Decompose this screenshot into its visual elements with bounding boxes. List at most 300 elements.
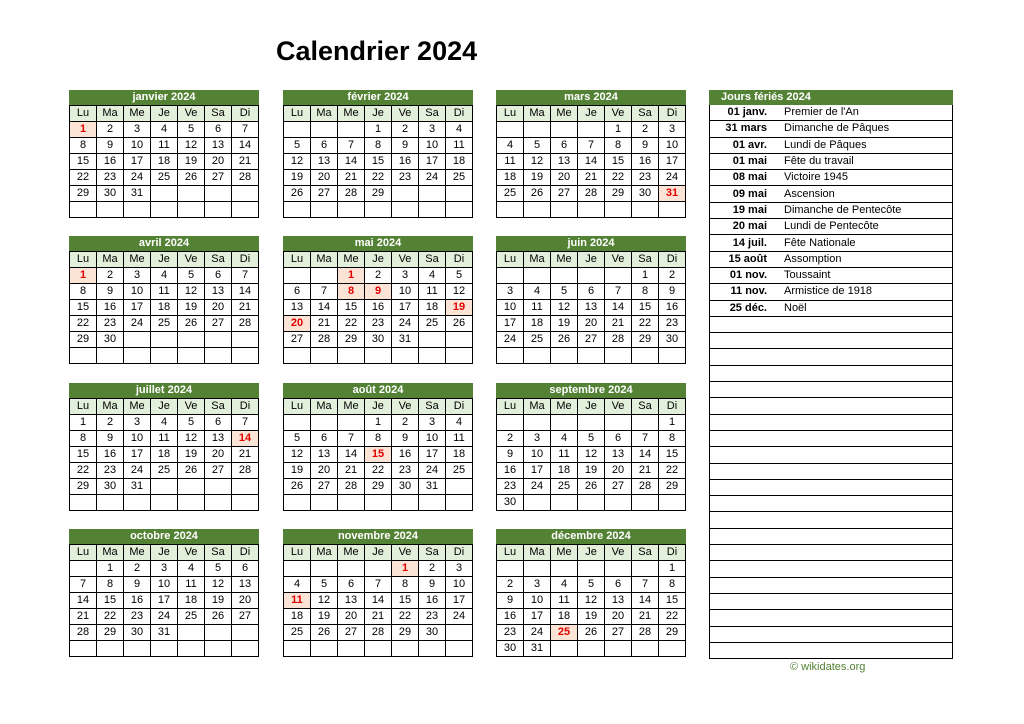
- weekday-header: Di: [232, 252, 259, 268]
- day-cell: 20: [605, 463, 632, 479]
- empty-cell: [338, 415, 365, 431]
- day-cell: 18: [151, 154, 178, 170]
- weekday-header: Me: [338, 545, 365, 561]
- day-cell: 30: [659, 332, 686, 348]
- empty-cell: [605, 495, 632, 511]
- holiday-name: [782, 316, 953, 332]
- weekday-header: Lu: [497, 399, 524, 415]
- month-calendar: [283, 529, 473, 657]
- day-cell: 5: [284, 138, 311, 154]
- day-cell: 19: [578, 463, 605, 479]
- day-cell: 8: [632, 284, 659, 300]
- day-cell: 9: [97, 138, 124, 154]
- empty-cell: [578, 415, 605, 431]
- day-cell: 3: [524, 431, 551, 447]
- day-cell: 2: [659, 268, 686, 284]
- empty-cell: [551, 561, 578, 577]
- holiday-row: [710, 153, 953, 169]
- empty-cell: [311, 122, 338, 138]
- day-cell: 29: [70, 332, 97, 348]
- day-cell: 22: [365, 170, 392, 186]
- day-cell: 14: [632, 447, 659, 463]
- weekday-header: Sa: [632, 545, 659, 561]
- empty-cell: [205, 641, 232, 657]
- empty-cell: [524, 348, 551, 364]
- day-cell: 12: [311, 593, 338, 609]
- day-cell: 12: [205, 577, 232, 593]
- holiday-date: [710, 545, 783, 561]
- day-cell: 21: [338, 463, 365, 479]
- day-cell: 14: [338, 154, 365, 170]
- day-cell: 24: [124, 463, 151, 479]
- day-cell: 16: [97, 300, 124, 316]
- weekday-header: Ve: [392, 545, 419, 561]
- day-cell: 26: [178, 170, 205, 186]
- day-cell: 27: [338, 625, 365, 641]
- day-cell: 21: [311, 316, 338, 332]
- empty-cell: [365, 641, 392, 657]
- day-cell: 15: [70, 447, 97, 463]
- weekday-header: Me: [551, 545, 578, 561]
- day-cell: 4: [151, 415, 178, 431]
- day-cell: 3: [124, 268, 151, 284]
- day-cell: 7: [578, 138, 605, 154]
- day-cell: 10: [124, 284, 151, 300]
- weekday-header: Di: [232, 106, 259, 122]
- day-cell: 22: [392, 609, 419, 625]
- day-cell: 17: [419, 447, 446, 463]
- empty-cell: [632, 415, 659, 431]
- day-cell: 4: [446, 415, 473, 431]
- day-cell: 15: [338, 300, 365, 316]
- day-cell: 13: [284, 300, 311, 316]
- day-cell: 3: [497, 284, 524, 300]
- day-cell: 28: [365, 625, 392, 641]
- day-cell: 12: [284, 154, 311, 170]
- empty-cell: [446, 202, 473, 218]
- weekday-header: Ve: [605, 252, 632, 268]
- empty-cell: [311, 202, 338, 218]
- day-cell: 25: [446, 463, 473, 479]
- day-cell: 6: [232, 561, 259, 577]
- day-cell: 23: [659, 316, 686, 332]
- holiday-name: [782, 479, 953, 495]
- holidays-table: [709, 105, 953, 659]
- holiday-name: Premier de l'An: [782, 105, 953, 121]
- day-cell: 30: [97, 479, 124, 495]
- day-cell: 7: [365, 577, 392, 593]
- empty-cell: [578, 641, 605, 657]
- day-cell: 5: [524, 138, 551, 154]
- empty-cell: [284, 561, 311, 577]
- holiday-row: [710, 365, 953, 381]
- month-calendar: [69, 90, 259, 218]
- holiday-name: [782, 382, 953, 398]
- day-cell: 9: [97, 284, 124, 300]
- empty-cell: [338, 202, 365, 218]
- day-cell: 19: [178, 154, 205, 170]
- day-cell: 9: [124, 577, 151, 593]
- day-cell: 30: [97, 186, 124, 202]
- holiday-date: 11 nov.: [710, 284, 783, 300]
- day-cell: 30: [392, 479, 419, 495]
- day-cell: 16: [497, 609, 524, 625]
- weekday-header: Je: [578, 399, 605, 415]
- day-cell: 6: [578, 284, 605, 300]
- holiday-date: [710, 333, 783, 349]
- empty-cell: [97, 495, 124, 511]
- empty-cell: [70, 641, 97, 657]
- day-cell: 29: [97, 625, 124, 641]
- empty-cell: [284, 122, 311, 138]
- holiday-row: [710, 593, 953, 609]
- holiday-date: 01 nov.: [710, 267, 783, 283]
- day-cell: 27: [311, 479, 338, 495]
- day-cell: 8: [97, 577, 124, 593]
- weekday-header: Sa: [632, 252, 659, 268]
- day-cell: 26: [578, 479, 605, 495]
- empty-cell: [419, 332, 446, 348]
- empty-cell: [311, 268, 338, 284]
- day-cell: 22: [97, 609, 124, 625]
- day-cell: 17: [392, 300, 419, 316]
- day-cell: 7: [311, 284, 338, 300]
- day-cell: 11: [419, 284, 446, 300]
- day-cell: 16: [365, 300, 392, 316]
- holiday-date: [710, 430, 783, 446]
- day-cell: 9: [97, 431, 124, 447]
- day-cell: 27: [232, 609, 259, 625]
- day-cell: 31: [124, 479, 151, 495]
- holiday-row: [710, 219, 953, 235]
- day-cell: 13: [551, 154, 578, 170]
- weekday-header: Ma: [311, 399, 338, 415]
- empty-cell: [124, 332, 151, 348]
- holiday-name: [782, 496, 953, 512]
- day-cell: 3: [524, 577, 551, 593]
- holiday-date: [710, 398, 783, 414]
- day-cell: 27: [311, 186, 338, 202]
- day-cell: 26: [178, 463, 205, 479]
- day-cell: 25: [284, 625, 311, 641]
- weekday-header: Lu: [497, 545, 524, 561]
- empty-cell: [446, 641, 473, 657]
- empty-cell: [446, 186, 473, 202]
- day-cell: 15: [70, 300, 97, 316]
- day-cell: 5: [178, 415, 205, 431]
- holiday-row: [710, 496, 953, 512]
- holiday-date: 31 mars: [710, 121, 783, 137]
- day-cell: 26: [524, 186, 551, 202]
- day-cell: 30: [419, 625, 446, 641]
- empty-cell: [338, 348, 365, 364]
- day-cell: 29: [392, 625, 419, 641]
- day-cell: 29: [338, 332, 365, 348]
- empty-cell: [284, 495, 311, 511]
- empty-cell: [524, 495, 551, 511]
- day-cell: 31: [151, 625, 178, 641]
- day-cell: 8: [392, 577, 419, 593]
- day-cell: 24: [659, 170, 686, 186]
- day-cell: 23: [497, 479, 524, 495]
- holiday-date: [710, 626, 783, 642]
- day-cell: 29: [659, 479, 686, 495]
- day-cell: 15: [659, 447, 686, 463]
- day-cell: 10: [124, 431, 151, 447]
- month-title: mars 2024: [496, 90, 686, 105]
- holiday-date: [710, 642, 783, 658]
- empty-cell: [205, 479, 232, 495]
- weekday-header: Di: [446, 545, 473, 561]
- day-cell: 7: [605, 284, 632, 300]
- holiday-date: [710, 593, 783, 609]
- holiday-day-cell: 20: [284, 316, 311, 332]
- day-cell: 3: [151, 561, 178, 577]
- day-cell: 2: [497, 577, 524, 593]
- weekday-header: Di: [446, 399, 473, 415]
- day-cell: 5: [284, 431, 311, 447]
- day-cell: 27: [605, 479, 632, 495]
- day-cell: 26: [284, 479, 311, 495]
- holiday-date: [710, 528, 783, 544]
- day-cell: 17: [524, 609, 551, 625]
- empty-cell: [97, 641, 124, 657]
- empty-cell: [232, 495, 259, 511]
- weekday-header: Ma: [524, 545, 551, 561]
- weekday-header: Lu: [284, 545, 311, 561]
- weekday-header: Sa: [419, 545, 446, 561]
- holiday-row: [710, 561, 953, 577]
- weekday-header: Ve: [605, 106, 632, 122]
- day-cell: 9: [632, 138, 659, 154]
- day-cell: 23: [497, 625, 524, 641]
- holiday-name: [782, 512, 953, 528]
- day-cell: 20: [578, 316, 605, 332]
- day-cell: 19: [578, 609, 605, 625]
- weekday-header: Me: [338, 106, 365, 122]
- day-cell: 1: [97, 561, 124, 577]
- empty-cell: [70, 348, 97, 364]
- day-cell: 6: [311, 431, 338, 447]
- weekday-header: Sa: [632, 399, 659, 415]
- weekday-header: Me: [551, 399, 578, 415]
- weekday-header: Di: [659, 399, 686, 415]
- day-cell: 18: [524, 316, 551, 332]
- day-cell: 12: [178, 431, 205, 447]
- day-cell: 30: [632, 186, 659, 202]
- day-cell: 25: [551, 479, 578, 495]
- day-cell: 12: [178, 284, 205, 300]
- day-cell: 19: [284, 463, 311, 479]
- day-cell: 11: [151, 138, 178, 154]
- day-cell: 29: [365, 186, 392, 202]
- holiday-name: Assomption: [782, 251, 953, 267]
- day-cell: 22: [365, 463, 392, 479]
- empty-cell: [392, 348, 419, 364]
- day-cell: 28: [632, 479, 659, 495]
- day-cell: 21: [232, 300, 259, 316]
- day-cell: 10: [497, 300, 524, 316]
- day-cell: 19: [284, 170, 311, 186]
- day-cell: 13: [338, 593, 365, 609]
- day-cell: 20: [205, 447, 232, 463]
- empty-cell: [578, 122, 605, 138]
- month-title: janvier 2024: [69, 90, 259, 105]
- day-cell: 10: [524, 593, 551, 609]
- month-title: décembre 2024: [496, 529, 686, 544]
- day-cell: 23: [392, 463, 419, 479]
- empty-cell: [524, 122, 551, 138]
- day-cell: 15: [659, 593, 686, 609]
- empty-cell: [311, 495, 338, 511]
- day-cell: 4: [151, 122, 178, 138]
- day-cell: 16: [659, 300, 686, 316]
- month-calendar: [496, 529, 686, 657]
- empty-cell: [178, 625, 205, 641]
- day-cell: 15: [365, 154, 392, 170]
- day-cell: 7: [232, 268, 259, 284]
- day-cell: 13: [311, 154, 338, 170]
- day-cell: 18: [446, 154, 473, 170]
- empty-cell: [551, 495, 578, 511]
- empty-cell: [124, 495, 151, 511]
- holiday-name: Fête du travail: [782, 153, 953, 169]
- holiday-name: [782, 561, 953, 577]
- weekday-header: Sa: [205, 106, 232, 122]
- empty-cell: [232, 202, 259, 218]
- holiday-name: [782, 463, 953, 479]
- day-cell: 19: [205, 593, 232, 609]
- empty-cell: [338, 561, 365, 577]
- holiday-row: [710, 333, 953, 349]
- holiday-day-cell: 31: [659, 186, 686, 202]
- day-cell: 2: [392, 122, 419, 138]
- empty-cell: [659, 202, 686, 218]
- day-cell: 14: [578, 154, 605, 170]
- day-cell: 14: [365, 593, 392, 609]
- day-cell: 2: [97, 268, 124, 284]
- month-title: février 2024: [283, 90, 473, 105]
- day-cell: 10: [446, 577, 473, 593]
- empty-cell: [632, 641, 659, 657]
- day-cell: 16: [632, 154, 659, 170]
- weekday-header: Ve: [605, 399, 632, 415]
- day-cell: 10: [659, 138, 686, 154]
- day-cell: 8: [70, 284, 97, 300]
- weekday-header: Lu: [497, 106, 524, 122]
- day-cell: 23: [124, 609, 151, 625]
- day-cell: 2: [632, 122, 659, 138]
- empty-cell: [151, 495, 178, 511]
- day-cell: 26: [551, 332, 578, 348]
- day-cell: 25: [419, 316, 446, 332]
- day-cell: 28: [232, 170, 259, 186]
- day-cell: 8: [365, 138, 392, 154]
- day-cell: 1: [659, 561, 686, 577]
- day-cell: 11: [178, 577, 205, 593]
- day-cell: 21: [338, 170, 365, 186]
- weekday-header: Je: [365, 106, 392, 122]
- holiday-name: Noël: [782, 300, 953, 316]
- day-cell: 18: [151, 447, 178, 463]
- day-cell: 2: [392, 415, 419, 431]
- holidays-panel: [709, 90, 953, 659]
- holidays-header: Jours fériés 2024: [709, 90, 953, 105]
- day-cell: 5: [178, 122, 205, 138]
- weekday-header: Ma: [524, 399, 551, 415]
- day-cell: 19: [551, 316, 578, 332]
- day-cell: 23: [97, 170, 124, 186]
- day-cell: 28: [232, 316, 259, 332]
- day-cell: 4: [419, 268, 446, 284]
- month-calendar: [69, 383, 259, 511]
- day-cell: 19: [178, 447, 205, 463]
- day-cell: 6: [551, 138, 578, 154]
- weekday-header: Ma: [524, 106, 551, 122]
- day-cell: 24: [524, 625, 551, 641]
- day-cell: 5: [551, 284, 578, 300]
- day-cell: 1: [605, 122, 632, 138]
- empty-cell: [551, 268, 578, 284]
- holiday-row: [710, 545, 953, 561]
- day-cell: 24: [419, 463, 446, 479]
- day-cell: 26: [205, 609, 232, 625]
- holiday-row: [710, 398, 953, 414]
- page-title: Calendrier 2024: [276, 36, 478, 66]
- holiday-day-cell: 1: [392, 561, 419, 577]
- empty-cell: [232, 625, 259, 641]
- day-cell: 3: [124, 415, 151, 431]
- day-cell: 23: [97, 463, 124, 479]
- empty-cell: [151, 348, 178, 364]
- day-cell: 16: [97, 447, 124, 463]
- empty-cell: [497, 268, 524, 284]
- day-cell: 26: [178, 316, 205, 332]
- day-cell: 13: [205, 431, 232, 447]
- weekday-header: Ma: [524, 252, 551, 268]
- day-cell: 14: [632, 593, 659, 609]
- day-cell: 14: [70, 593, 97, 609]
- day-cell: 11: [151, 284, 178, 300]
- empty-cell: [632, 561, 659, 577]
- empty-cell: [659, 641, 686, 657]
- holiday-row: [710, 382, 953, 398]
- day-cell: 30: [97, 332, 124, 348]
- holiday-name: [782, 545, 953, 561]
- day-cell: 28: [311, 332, 338, 348]
- weekday-header: Ve: [605, 545, 632, 561]
- day-cell: 4: [497, 138, 524, 154]
- empty-cell: [124, 202, 151, 218]
- empty-cell: [446, 495, 473, 511]
- month-title: octobre 2024: [69, 529, 259, 544]
- day-cell: 28: [605, 332, 632, 348]
- weekday-header: Sa: [205, 399, 232, 415]
- day-cell: 17: [124, 300, 151, 316]
- day-cell: 24: [524, 479, 551, 495]
- weekday-header: Ma: [311, 252, 338, 268]
- empty-cell: [151, 202, 178, 218]
- holiday-date: [710, 365, 783, 381]
- weekday-header: Me: [124, 106, 151, 122]
- holiday-date: 01 avr.: [710, 137, 783, 153]
- day-cell: 23: [97, 316, 124, 332]
- weekday-header: Lu: [284, 399, 311, 415]
- footer-credit: © wikidates.org: [790, 661, 866, 673]
- weekday-header: Sa: [205, 252, 232, 268]
- month-calendar: [496, 236, 686, 364]
- month-title: juin 2024: [496, 236, 686, 251]
